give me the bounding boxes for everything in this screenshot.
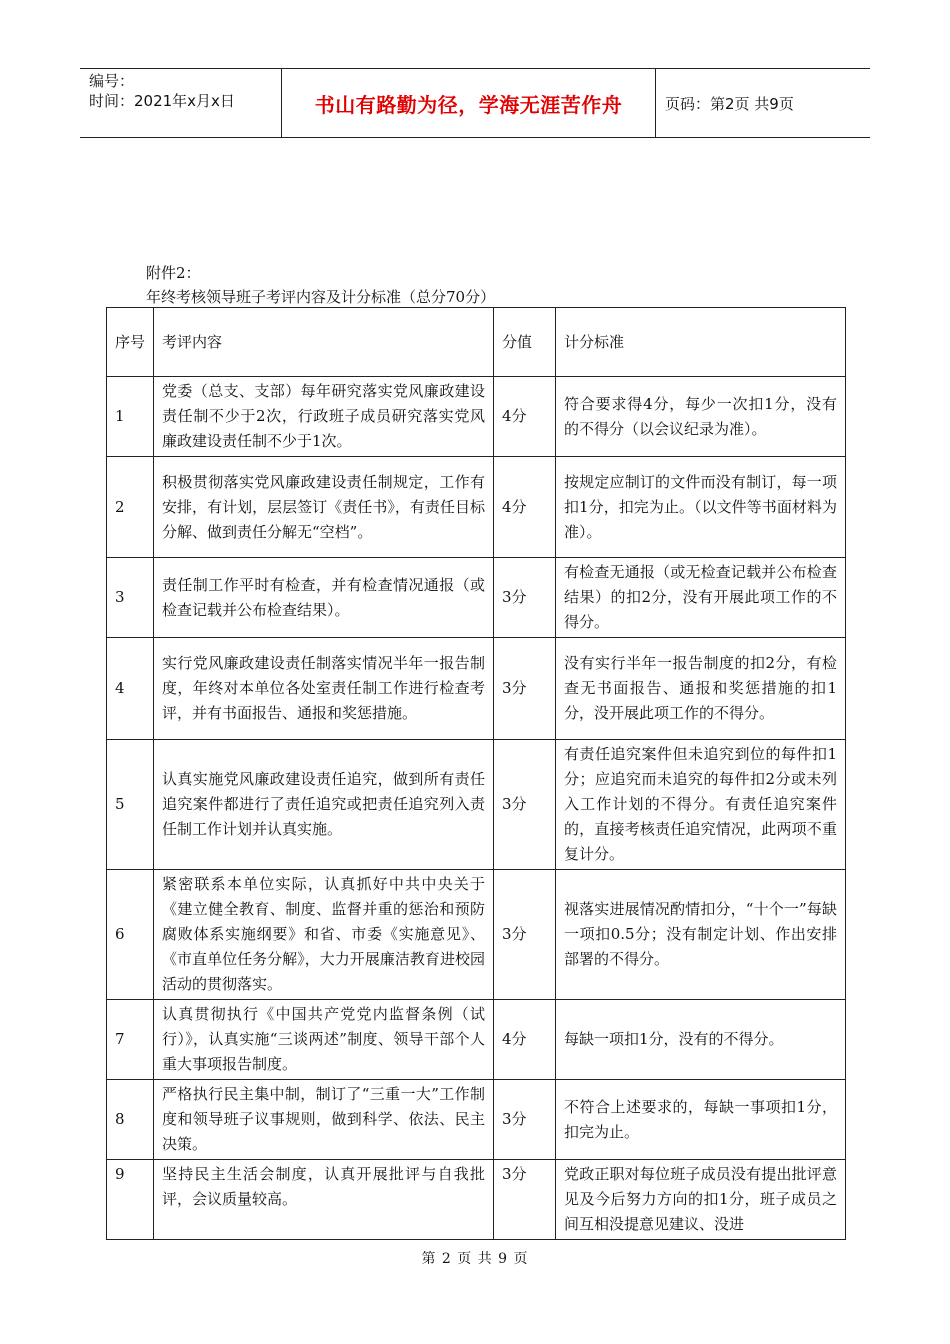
- row-score: 4分: [494, 1000, 556, 1080]
- evaluation-table: [106, 307, 846, 1240]
- row-standard: 有检查无通报（或无检查记载并公布检查结果）的扣2分，没有开展此项工作的不得分。: [556, 558, 846, 638]
- row-score: 4分: [494, 457, 556, 558]
- row-score: 3分: [494, 1080, 556, 1160]
- page-footer: 第 2 页 共 9 页: [421, 1251, 529, 1267]
- table-row: [107, 870, 846, 1000]
- row-score: 3分: [494, 558, 556, 638]
- row-standard: 每缺一项扣1分，没有的不得分。: [556, 1000, 846, 1080]
- row-number: 9: [107, 1160, 154, 1240]
- row-content: 实行党风廉政建设责任制落实情况半年一报告制度，年终对本单位各处室责任制工作进行检查考评，并有书面报告、通报和奖惩措施。: [154, 638, 494, 740]
- row-score: 3分: [494, 1160, 556, 1240]
- row-score: 4分: [494, 377, 556, 457]
- row-standard: 有责任追究案件但未追究到位的每件扣1分；应追究而未追究的每件扣2分或未列入工作计划的不得分。有责任追究案件的，直接考核责任追究情况，此两项不重复计分。: [556, 740, 846, 870]
- doc-number-label: 编号：: [89, 72, 135, 90]
- table-row: [107, 1000, 846, 1080]
- row-content: 认真贯彻执行《中国共产党党内监督条例（试行）》，认真实施“三谈两述”制度、领导干部个人重大事项报告制度。: [154, 1000, 494, 1080]
- table-row: [107, 1160, 846, 1240]
- header-page-code: 页码：第2页 共9页: [665, 94, 794, 113]
- row-content: 认真实施党风廉政建设责任追究，做到所有责任追究案件都进行了责任追究或把责任追究列入责任制工作计划并认真实施。: [154, 740, 494, 870]
- document-title: 年终考核领导班子考评内容及计分标准（总分70分）: [146, 288, 496, 306]
- table-row: [107, 377, 846, 457]
- table-row: [107, 638, 846, 740]
- header-cell-content: 考评内容: [154, 308, 494, 377]
- row-standard: 视落实进展情况酌情扣分，“十个一”每缺一项扣0.5分；没有制定计划、作出安排部署的不得分。: [556, 870, 846, 1000]
- attachment-label: 附件2：: [146, 264, 201, 282]
- row-standard: 符合要求得4分，每少一次扣1分，没有的不得分（以会议纪录为准）。: [556, 377, 846, 457]
- row-score: 3分: [494, 638, 556, 740]
- row-number: 3: [107, 558, 154, 638]
- row-number: 6: [107, 870, 154, 1000]
- table-row: [107, 457, 846, 558]
- table-row: [107, 740, 846, 870]
- row-content: 坚持民主生活会制度，认真开展批评与自我批评，会议质量较高。: [154, 1160, 494, 1240]
- row-content: 积极贯彻落实党风廉政建设责任制规定，工作有安排，有计划，层层签订《责任书》，有责任目标分解、做到责任分解无“空档”。: [154, 457, 494, 558]
- row-number: 2: [107, 457, 154, 558]
- row-content: 严格执行民主集中制，制订了“三重一大”工作制度和领导班子议事规则，做到科学、依法、民主决策。: [154, 1080, 494, 1160]
- row-score: 3分: [494, 870, 556, 1000]
- header-motto: 书山有路勤为径，学海无涯苦作舟: [282, 69, 656, 137]
- page-header: [80, 68, 870, 138]
- row-content: 党委（总支、支部）每年研究落实党风廉政建设责任制不少于2次，行政班子成员研究落实党风廉政建设责任制不少于1次。: [154, 377, 494, 457]
- row-standard: 没有实行半年一报告制度的扣2分，有检查无书面报告、通报和奖惩措施的扣1分，没开展此项工作的不得分。: [556, 638, 846, 740]
- row-standard: 党政正职对每位班子成员没有提出批评意见及今后努力方向的扣1分，班子成员之间互相没提意见建议、没进: [556, 1160, 846, 1240]
- row-standard: 不符合上述要求的，每缺一事项扣1分，扣完为止。: [556, 1080, 846, 1160]
- row-number: 1: [107, 377, 154, 457]
- row-standard: 按规定应制订的文件而没有制订，每一项扣1分，扣完为止。（以文件等书面材料为准）。: [556, 457, 846, 558]
- row-number: 5: [107, 740, 154, 870]
- table-row: [107, 558, 846, 638]
- row-content: 责任制工作平时有检查，并有检查情况通报（或检查记载并公布检查结果）。: [154, 558, 494, 638]
- row-number: 4: [107, 638, 154, 740]
- row-content: 紧密联系本单位实际，认真抓好中共中央关于《建立健全教育、制度、监督并重的惩治和预防腐败体系实施纲要》和省、市委《实施意见》、《市直单位任务分解》，大力开展廉洁教育进校园活动的贯彻落实。: [154, 870, 494, 1000]
- row-number: 7: [107, 1000, 154, 1080]
- row-score: 3分: [494, 740, 556, 870]
- table-header-row: [107, 308, 846, 377]
- row-number: 8: [107, 1080, 154, 1160]
- header-meta: [80, 69, 282, 137]
- doc-time-label: 时间：2021年x月x日: [89, 92, 235, 110]
- header-cell-standard: 计分标准: [556, 308, 846, 377]
- header-cell-score: 分值: [494, 308, 556, 377]
- header-cell-no: 序号: [107, 308, 154, 377]
- table-row: [107, 1080, 846, 1160]
